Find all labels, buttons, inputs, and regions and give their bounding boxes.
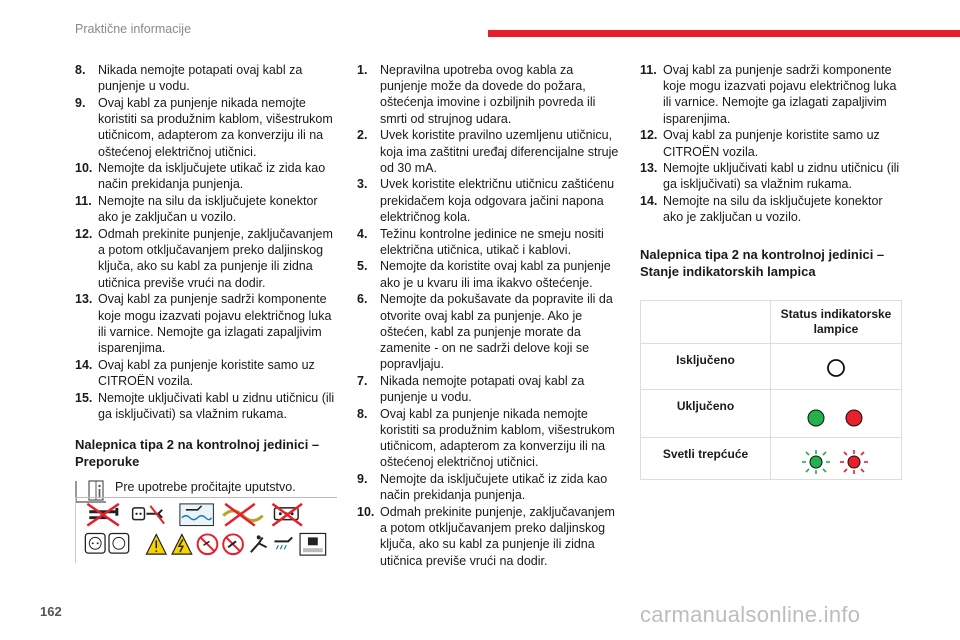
- column-1: [75, 62, 340, 503]
- header-accent-bar: [488, 30, 960, 37]
- list-item: 14. Ovaj kabl za punjenje koristite samo uz CITROËN vozila.: [75, 357, 315, 388]
- no-multi-socket-icon: [272, 504, 302, 526]
- wall-socket-icon: [85, 533, 128, 553]
- list-item: 4. Težinu kontrolne jedinice ne smeju nositi električna utičnica, utikač i kablovi.: [357, 226, 604, 257]
- column-3: [640, 62, 905, 480]
- no-repair-icon: [223, 534, 243, 554]
- list-item: 13. Ovaj kabl za punjenje sadrži komponente koje mogu izazvati pojavu električnog luka ili varnice. Nemojte ga izlagati zapaljivim isparenjima.: [75, 292, 332, 355]
- list-item: 8. Nikada nemojte potapati ovaj kabl za punjenje u vodu.: [75, 63, 303, 94]
- list-item: 11. Nemojte na silu da isključujete konektor ako je zaključan u vozilo.: [75, 194, 318, 225]
- column-2: [357, 62, 619, 569]
- list-item: 13. Nemojte uključivati kabl u zidnu utičnicu (ili ga isključivati) sa vlažnim rukama.: [640, 161, 900, 192]
- list-item: 1. Nepravilna upotreba ovog kabla za punjenje može da dovede do požara, oštećenja imovine i ozbiljnih povreda ili smrti od strujnog udara.: [357, 63, 596, 126]
- state-label-off: Isključeno: [641, 344, 771, 389]
- table-header: Status indikatorske lampice: [780, 306, 892, 336]
- list-item: 10. Nemojte da isključujete utikač iz zida kao način prekidanja punjenja.: [75, 161, 326, 192]
- no-open-icon: [198, 534, 218, 554]
- list-item: 3. Uvek koristite električnu utičnicu zaštićenu prekidačem koja odgovara jačini napona električnog kola.: [357, 177, 615, 224]
- list-item: 11. Ovaj kabl za punjenje sadrži komponente koje mogu izazvati pojavu električnog luka ili varnice. Nemojte ga izlagati zapaljivim isparenjima.: [640, 63, 897, 126]
- electric-hazard-icon: [172, 534, 192, 554]
- recommendations-heading: Nalepnica tipa 2 na kontrolnoj jedinici – Preporuke: [75, 436, 320, 469]
- list-item: 14. Nemojte na silu da isključujete konektor ako je zaključan u vozilo.: [640, 194, 883, 225]
- indicator-status-heading: Nalepnica tipa 2 na kontrolnoj jedinici – Stanje indikatorskih lampica: [640, 246, 885, 279]
- lamp-off-icon: [821, 350, 851, 380]
- list-item: 9. Ovaj kabl za punjenje nikada nemojte koristiti sa produžnim kablom, višestrukom utičnicom, adapterom za konverziju ili na oštećenoj električnoj utičnici.: [75, 95, 333, 159]
- section-title: Praktične informacije: [75, 22, 192, 36]
- lamp-on-icon: [796, 396, 876, 430]
- handle-with-care-icon: [300, 533, 326, 555]
- no-plug-icon: [87, 504, 119, 526]
- indicator-status-table: [640, 300, 902, 480]
- page-number: 162: [40, 604, 62, 619]
- list-item: 9. Nemojte da isključujete utikač iz zida kao način prekidanja punjenja.: [357, 472, 608, 503]
- state-label-on: Uključeno: [641, 390, 771, 437]
- table-row: [641, 437, 901, 479]
- notice-text: Pre upotrebe pročitajte uputstvo.: [115, 479, 296, 494]
- list-item: 12. Ovaj kabl za punjenje koristite samo uz CITROËN vozila.: [640, 128, 880, 159]
- no-extension-cable-icon: [223, 504, 262, 526]
- socket-adapter-icon: [133, 506, 165, 524]
- list-item: 12. Odmah prekinite punjenje, zaključavanjem a potom otključavanjem preko daljinskog ključa, ako su kabl za punjenje ili zidna utičnica previše vrući na dodir.: [75, 227, 333, 290]
- table-row: [641, 389, 901, 437]
- list-item: 5. Nemojte da koristite ovaj kabl za punjenje ako je u kvaru ili ima ikakvo oštećenje.: [357, 259, 611, 290]
- list-item: 8. Ovaj kabl za punjenje nikada nemojte koristiti sa produžnim kablom, višestrukom utičnicom, adapterom za konverziju ili na oštećenoj električnoj utičnici.: [357, 406, 615, 470]
- list-item: 10. Odmah prekinite punjenje, zaključavanjem a potom otključavanjem preko daljinskog ključa, ako su kabl za punjenje ili zidna utičnica previše vrući na dodir.: [357, 504, 615, 568]
- shock-person-icon: [251, 535, 267, 552]
- list-item: 2. Uvek koristite pravilno uzemljenu utičnicu, koja ima zaštitni uređaj diferencijalne struje od 30 mA.: [357, 128, 619, 175]
- no-water-icon: [180, 504, 213, 526]
- warning-triangle-icon: [146, 534, 166, 554]
- state-label-blinking: Svetli trepćuće: [641, 438, 771, 479]
- list-item: 6. Nemojte da pokušavate da popravite ili da otvorite ovaj kabl za punjenje. Ako je oštećen, kabl za punjenje morate da zamenite - on ne sadrži delove koji se popravljaju.: [357, 292, 613, 372]
- watermark: carmanualsonline.info: [640, 602, 861, 627]
- wet-hands-icon: [274, 537, 292, 549]
- table-header-row: [641, 301, 901, 343]
- warning-symbols-panel: [75, 497, 337, 563]
- list-item: 7. Nikada nemojte potapati ovaj kabl za punjenje u vodu.: [357, 373, 585, 405]
- table-row: [641, 343, 901, 389]
- list-item: 15. Nemojte uključivati kabl u zidnu utičnicu (ili ga isključivati) sa vlažnim rukama.: [75, 390, 335, 421]
- lamp-blinking-icon: [796, 444, 876, 478]
